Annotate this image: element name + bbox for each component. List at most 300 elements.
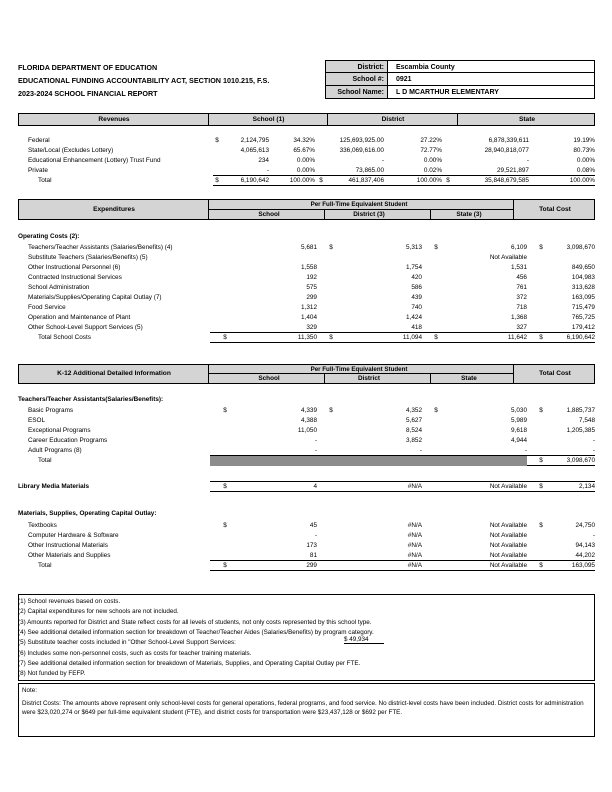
currency [210,323,240,333]
school-value: 1,312 [301,304,317,312]
shaded-cell [345,455,422,465]
revenues-col-state: State [518,116,536,123]
teacher-program-row [28,405,595,415]
district-value: 5,627 [406,416,422,424]
currency: $ [434,243,438,251]
school-percent: 0.00% [296,156,315,164]
school-value: 1,404 [301,314,317,322]
state-value: 9,618 [511,426,527,434]
currency [213,155,221,165]
currency [527,323,555,333]
revenue-row [28,175,595,185]
currency [527,292,555,302]
currency [210,242,240,252]
currency [442,145,454,155]
state-value: 5,989 [511,416,527,424]
district-value: #N/A [407,531,422,539]
currency [210,282,240,292]
state-value: 718 [516,304,527,312]
state-value: Not Available [489,551,527,559]
report-title: 2023-2024 SCHOOL FINANCIAL REPORT [18,89,158,98]
total-cost-value: 44,202 [575,551,595,559]
district-percent: 0.02% [423,166,442,174]
currency [422,272,450,282]
school-value: 81 [309,551,317,559]
note-box [18,683,595,737]
currency [317,313,345,323]
footnote: (3) Amounts reported for District and State reflect costs for all levels of students, not only costs represented by this school type. [18,618,372,626]
currency [422,435,450,445]
state-percent: 0.08% [576,166,595,174]
teacher-program-row [28,425,595,435]
district-percent: 0.00% [423,156,442,164]
currency [210,435,240,445]
row-label: School Administration [28,283,90,291]
total-cost-value: 7,548 [579,416,595,424]
currency: $ [527,482,555,492]
currency [442,155,454,165]
school-name-value: L D MCARTHUR ELEMENTARY [396,88,499,96]
expenditure-row [28,323,595,333]
fte-header: Per Full-Time Equivalent Student [310,201,408,208]
currency [422,415,450,425]
footnote: (7) See additional detailed information section for breakdown of Materials, Supplies, and Operating Capital Outlay per FTE. [18,659,361,667]
currency [527,530,555,540]
revenue-row [28,155,595,165]
currency [315,145,327,155]
currency [422,282,450,292]
currency [317,282,345,292]
district-value: 740 [411,304,422,312]
expenditure-row [28,313,595,323]
revenue-label: Educational Enhancement (Lottery) Trust Fund [28,156,161,164]
row-label: Other School-Level Support Services (5) [28,324,143,332]
currency [210,303,240,313]
district-value: 1,754 [406,263,422,271]
shaded-cell [422,455,450,465]
currency [317,323,345,333]
school-percent: 65.67% [293,146,315,154]
currency [442,165,454,175]
currency [527,262,555,272]
divider [457,113,458,126]
footnote: (5) Substitute teacher costs included in "Other School-Level Support Services: [18,639,236,647]
district-value: #N/A [407,521,422,529]
revenue-row [28,135,595,145]
total-cost-value [555,252,595,262]
district-value: Escambia County [388,61,594,73]
row-label: Materials/Supplies/Operating Capital Outlay (7) [28,294,162,302]
row-label: Basic Programs [28,406,74,414]
school-value: 192 [306,273,317,281]
currency [527,272,555,282]
school-value: 11,050 [297,426,317,434]
teacher-program-row [28,415,595,425]
currency [422,425,450,435]
currency [317,550,345,560]
school-value: 329 [306,324,317,332]
currency: $ [527,455,555,465]
district-value: 439 [411,294,422,302]
divider [208,364,209,384]
col-school: School [258,211,280,218]
school-value: 173 [306,541,317,549]
total-cost-value: 3,098,670 [566,243,595,251]
expenditure-row [28,282,595,292]
revenue-label: Federal [28,136,50,144]
currency [210,415,240,425]
expenditure-row [28,242,595,252]
k12-fte-header: Per Full-Time Equivalent Student [310,366,408,373]
footnote: (2) Capital expenditures for new schools are not included. [18,608,179,616]
school-value [240,252,317,262]
currency [210,530,240,540]
note-label: Note: [22,687,38,694]
shaded-cell [317,455,345,465]
total-cost-value: 94,143 [575,541,595,549]
currency [422,252,450,262]
currency [527,435,555,445]
total-cost-value: 24,750 [575,521,595,529]
school-value: 4 [240,482,317,492]
act-title: EDUCATIONAL FUNDING ACCOUNTABILITY ACT, SECTION 1010.215, F.S. [18,76,270,85]
currency [210,292,240,302]
teacher-program-row [28,445,595,455]
expenditure-row [28,262,595,272]
school-amount: 6,190,642 [221,175,269,185]
k12-col-state: State [461,375,477,382]
total-cost-value: 3,098,670 [555,455,595,465]
state-value: 372 [516,294,527,302]
total-cost-value: 1,205,385 [566,426,595,434]
row-label: Career Education Programs [28,436,108,444]
currency [210,445,240,455]
currency [210,313,240,323]
k12-col-total-cost: Total Cost [539,370,571,377]
currency [213,145,221,155]
row-label: Substitute Teachers (Salaries/Benefits) (5) [28,253,148,261]
currency [422,530,450,540]
material-total-row [28,560,595,570]
currency: $ [329,406,333,414]
divider [513,364,514,384]
currency [527,445,555,455]
row-label: Textbooks [28,521,57,529]
currency [317,425,345,435]
school-value: - [314,531,317,539]
teacher-total-row [28,455,595,465]
currency: $ [215,136,219,144]
currency: $ [539,243,543,251]
state-value: 5,030 [511,406,527,414]
total-cost-value: 849,650 [571,263,595,271]
col-state: State (3) [456,211,482,218]
expenditure-row [28,303,595,313]
currency [210,550,240,560]
expenditure-row [28,292,595,302]
total-cost-value: 715,479 [571,304,595,312]
school-amount: 2,124,795 [240,136,269,144]
currency [422,262,450,272]
district-amount: 461,837,406 [327,175,384,185]
material-row [28,530,595,540]
row-label: Computer Hardware & Software [28,531,119,539]
library-table [18,481,595,492]
state-value: Not Available [489,531,527,539]
currency [213,165,221,175]
material-row [28,540,595,550]
expenditures-title: Expenditures [93,206,135,213]
district-amount: 336,069,616.00 [339,146,384,154]
currency: $ [442,175,454,185]
state-value: Not Available [489,541,527,549]
currency [210,272,240,282]
state-amount: 29,521,897 [497,166,529,174]
row-label: Other Instructional Materials [28,541,108,549]
footnote: (6) Includes some non-personnel costs, such as costs for teacher training materials. [18,649,252,657]
currency [422,540,450,550]
expenditure-total-row [28,333,595,343]
currency: $ [223,521,227,529]
revenues-col-district: District [381,116,405,123]
currency [317,435,345,445]
divider [430,209,431,220]
district-value: 11,094 [345,333,422,343]
state-value: Not Available [489,253,527,261]
currency [315,165,327,175]
expenditures-table [28,242,595,343]
district-value: 4,352 [406,406,422,414]
currency: $ [539,521,543,529]
currency [317,520,345,530]
currency [527,282,555,292]
currency [317,262,345,272]
expenditure-row [28,252,595,262]
state-value: 1,531 [511,263,527,271]
district-value: 586 [411,283,422,291]
currency [315,155,327,165]
currency: $ [527,560,555,570]
state-value: 761 [516,283,527,291]
state-amount: - [526,156,529,164]
district-value: 3,852 [406,436,422,444]
currency [317,445,345,455]
note-text: District Costs: The amounts above represent only school-level costs for general operations, federal programs, and food service. No district-level costs have been included. District costs for administration were $23,020,274 or $649 per full-time equivalent student (FTE), and district costs for transportation were $23,437,128 or $692 per FTE. [22,700,584,716]
divider [324,373,325,384]
library-row [18,482,595,492]
school-amount: 234 [258,156,269,164]
currency [422,445,450,455]
district-value: #N/A [345,482,422,492]
district-value: #N/A [407,551,422,559]
currency: $ [539,406,543,414]
state-amount: 35,848,679,585 [454,175,529,185]
district-value: 5,313 [406,243,422,251]
row-label: Food Service [28,304,66,312]
district-value [345,252,422,262]
currency [442,135,454,145]
state-amount: 6,878,339,611 [488,136,529,144]
state-value: 327 [516,324,527,332]
school-value: 4,339 [301,406,317,414]
row-label: Other Materials and Supplies [28,551,111,559]
divider [208,113,209,126]
school-amount: 4,065,613 [240,146,269,154]
state-value: Not Available [450,560,527,570]
row-label: Contracted Instructional Services [28,273,122,281]
school-amount: - [266,166,269,174]
teacher-program-row [28,435,595,445]
district-amount: 73,865.00 [355,166,384,174]
expenditure-row [28,272,595,282]
currency [527,540,555,550]
substitute-amount: $ 49,934 [344,636,384,644]
school-value: 11,350 [240,333,317,343]
row-label: Exceptional Programs [28,426,91,434]
currency [422,313,450,323]
currency [422,550,450,560]
k12-title: K-12 Additional Detailed Information [57,370,171,377]
currency [317,540,345,550]
teachers-section-label: Teachers/Teacher Assistants(Salaries/Benefits): [18,396,164,403]
divider [324,209,325,220]
row-label: Adult Programs (8) [28,446,82,454]
currency: $ [329,243,333,251]
currency: $ [213,175,221,185]
row-label: ESOL [28,416,46,424]
total-cost-value: 104,983 [571,273,595,281]
currency [317,560,345,570]
school-value: 1,558 [301,263,317,271]
district-percent: 100.00% [384,175,442,185]
k12-teachers-table [28,405,595,466]
district-amount: - [381,156,384,164]
total-cost-value: 179,412 [571,324,595,332]
state-percent: 19.19% [573,136,595,144]
state-percent: 100.00% [529,175,595,185]
material-row [28,520,595,530]
currency [317,303,345,313]
divider [208,209,513,210]
currency [210,425,240,435]
currency [317,272,345,282]
currency: $ [210,333,240,343]
revenues-col-label: Revenues [98,116,130,123]
row-label: Total School Costs [38,334,91,342]
currency [210,540,240,550]
currency [210,252,240,262]
shaded-cell [210,455,240,465]
currency: $ [210,482,240,492]
currency: $ [223,406,227,414]
currency [210,262,240,272]
state-value: 456 [516,273,527,281]
currency [317,415,345,425]
total-cost-value: 765,725 [571,314,595,322]
row-label: Total [38,457,52,465]
currency: $ [210,560,240,570]
total-cost-value: - [592,531,595,539]
state-value: 6,109 [511,243,527,251]
currency: $ [317,333,345,343]
currency: $ [527,333,555,343]
school-value: 299 [306,294,317,302]
school-value: - [240,445,317,455]
shaded-cell [240,455,317,465]
operating-costs-label: Operating Costs (2): [18,233,80,240]
revenue-label: Private [28,166,48,174]
revenues-header [18,113,595,126]
footnote: (1) School revenues based on costs. [18,598,121,605]
currency [317,482,345,492]
total-cost-value: - [592,436,595,444]
currency [422,303,450,313]
revenues-col-school: School (1) [252,116,285,123]
district-amount: 125,693,925.00 [339,136,384,144]
total-cost-value: 163,095 [571,294,595,302]
revenue-label: Total [38,176,52,184]
total-cost-value: - [555,445,595,455]
district-percent: 27.22% [420,136,442,144]
total-cost-value: 2,134 [555,482,595,492]
currency: $ [434,406,438,414]
materials-section-label: Materials, Supplies, Operating Capital Outlay: [18,510,157,517]
currency [317,292,345,302]
district-label: District: [326,61,388,73]
school-number-label: School #: [326,73,388,86]
k12-col-school: School [258,375,280,382]
school-percent: 100.00% [269,175,315,185]
shaded-cell [450,455,527,465]
school-value: - [314,436,317,444]
state-percent: 0.00% [576,156,595,164]
total-cost-value: 163,095 [555,560,595,570]
currency [527,313,555,323]
row-label: Operation and Maintenance of Plant [28,314,131,322]
state-percent: 80.73% [573,146,595,154]
state-value: 11,642 [450,333,527,343]
currency [527,550,555,560]
k12-materials-table [28,520,595,571]
footnotes-box [18,594,595,681]
school-info-box [325,60,595,99]
revenues-table [28,135,595,186]
currency [422,520,450,530]
district-percent: 72.77% [420,146,442,154]
school-value: 299 [240,560,317,570]
col-total-cost: Total Cost [539,206,571,213]
state-value: 1,368 [511,314,527,322]
total-cost-value: 6,190,642 [555,333,595,343]
footnote: (4) See additional detailed information section for breakdown of Teacher/Teacher Aides (Salaries/Benefits) by program category. [18,628,374,636]
total-cost-value: 1,885,737 [566,406,595,414]
material-row [28,550,595,560]
state-value: Not Available [450,482,527,492]
divider [208,373,513,374]
district-value: #N/A [345,560,422,570]
currency [315,135,327,145]
school-number-value: 0921 [388,73,594,86]
divider [513,199,514,220]
district-value: 1,424 [406,314,422,322]
district-value: 8,524 [406,426,422,434]
k12-col-district: District [357,375,381,382]
state-value: - [450,445,527,455]
state-value: Not Available [489,521,527,529]
district-value: - [345,445,422,455]
currency: $ [422,333,450,343]
currency [527,303,555,313]
